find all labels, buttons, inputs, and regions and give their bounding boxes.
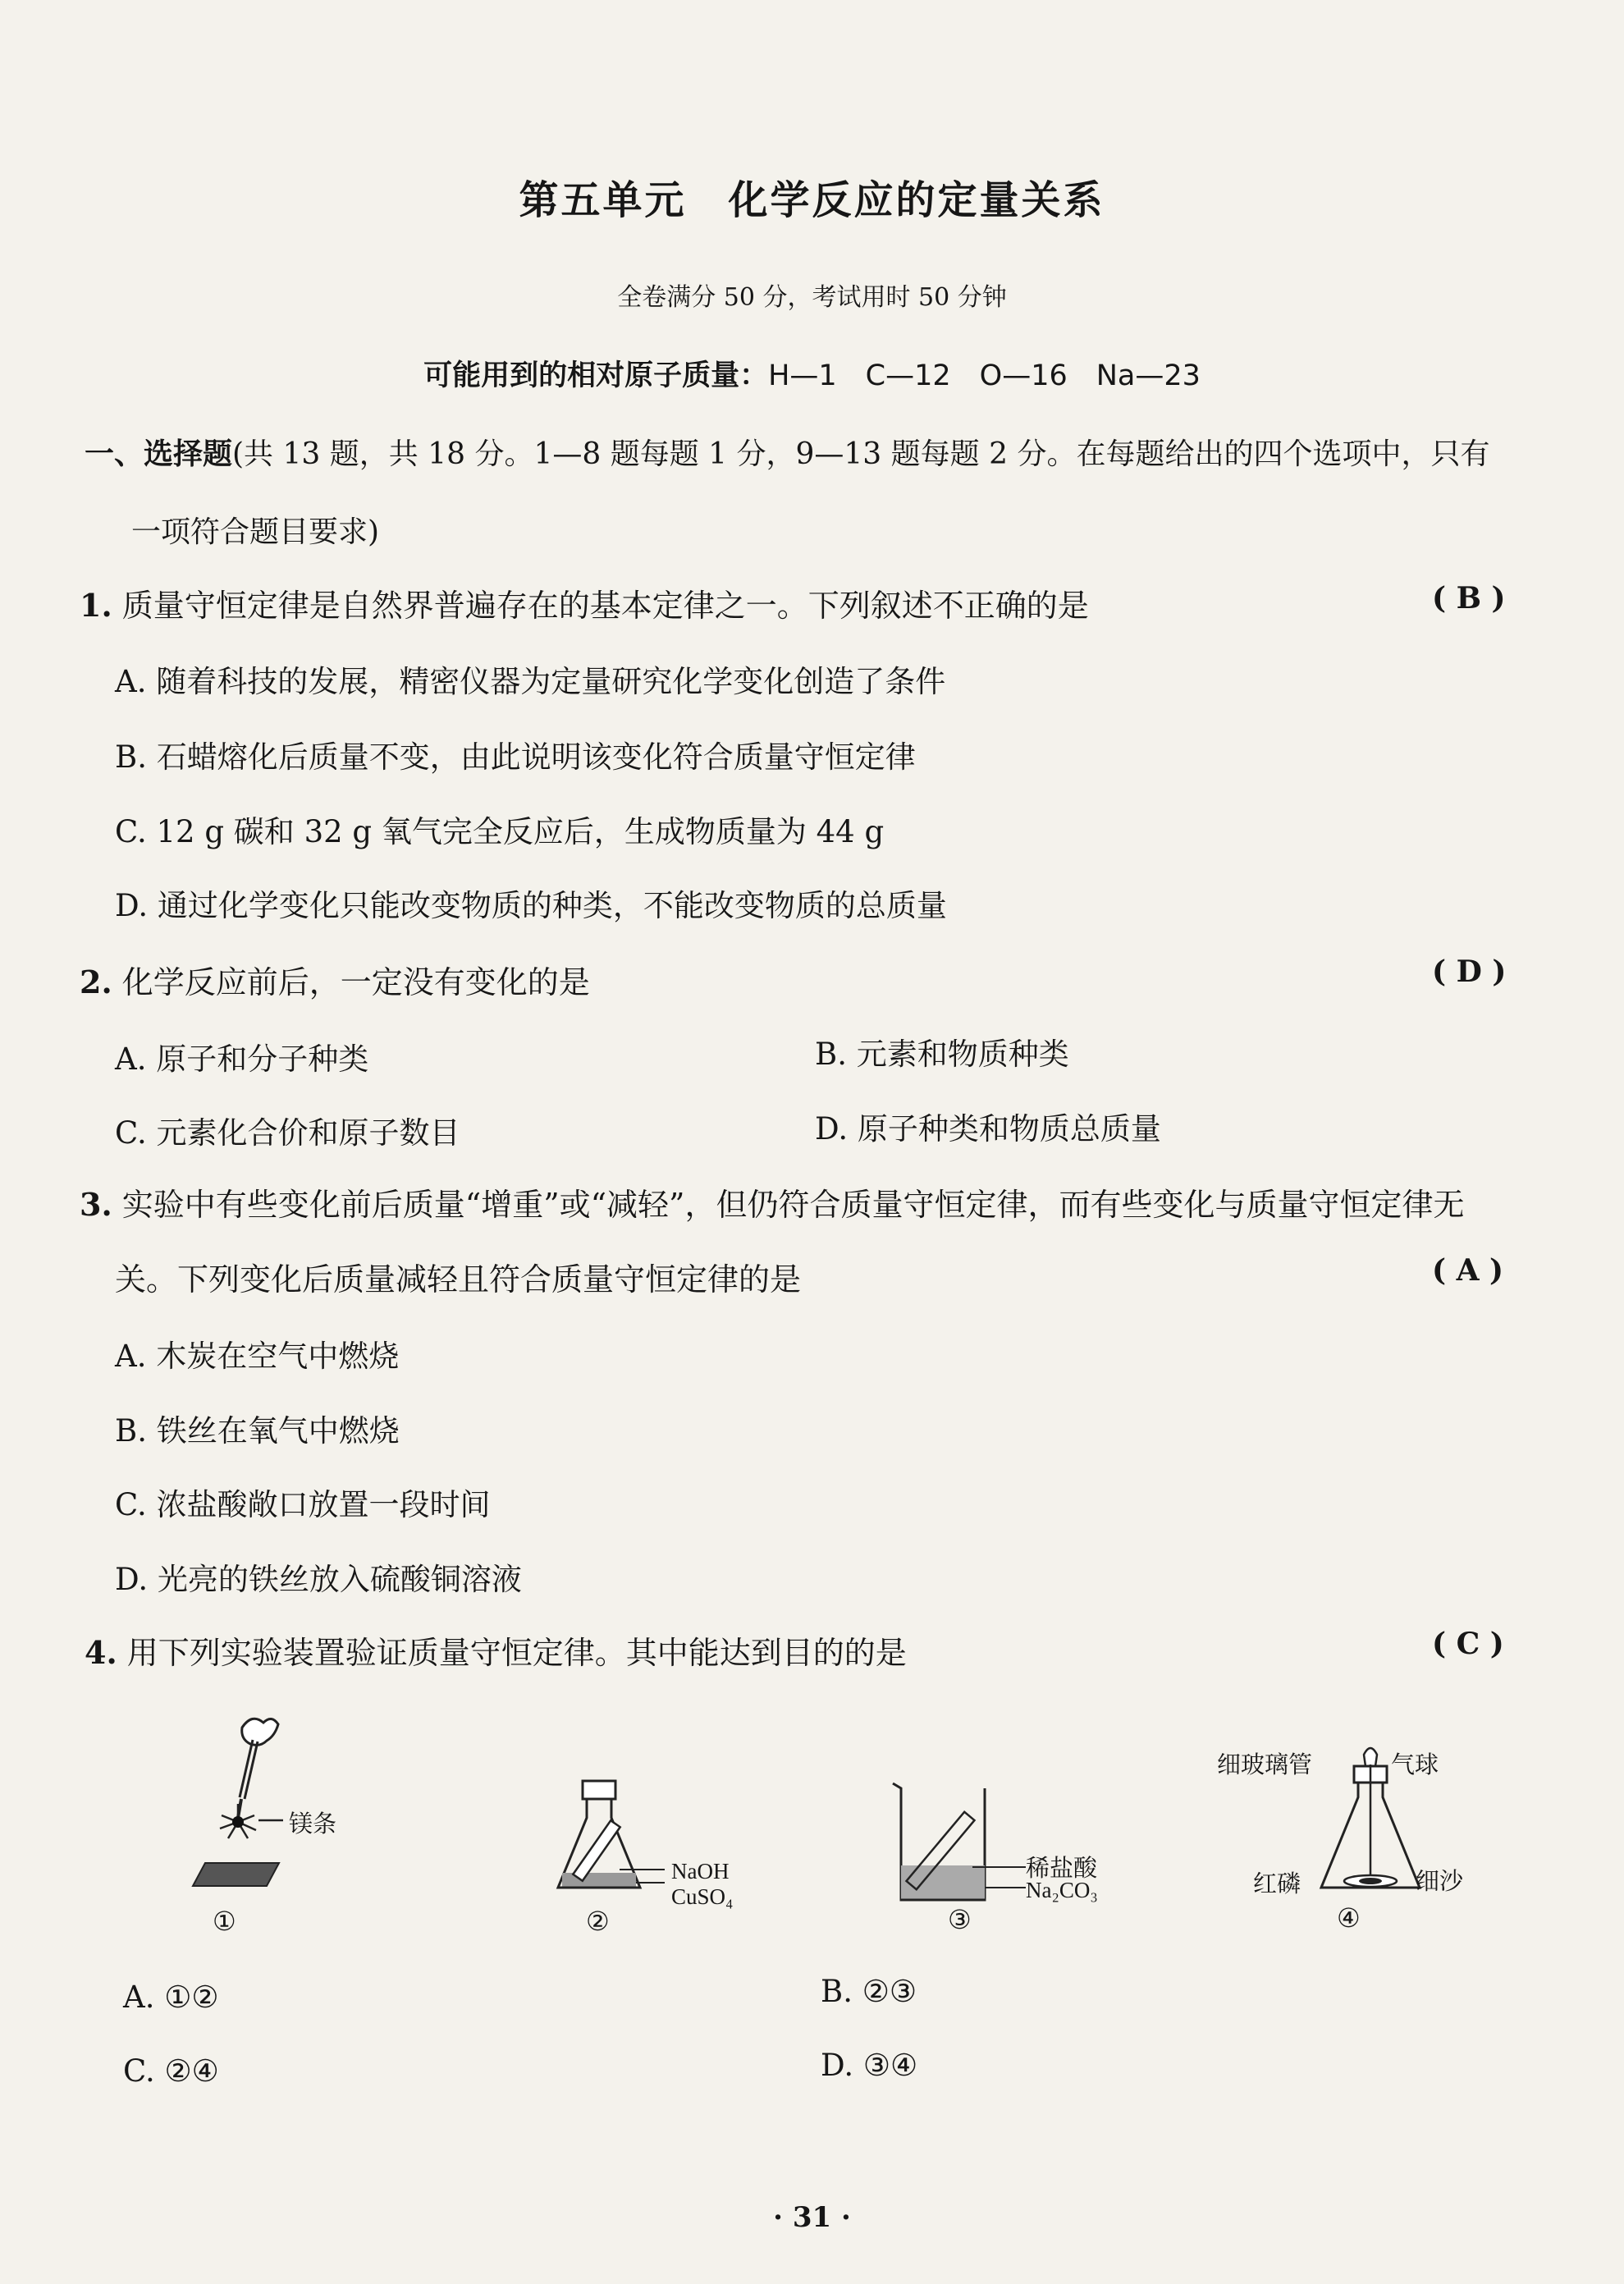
question-text: 质量守恒定律是自然界普遍存在的基本定律之一。下列叙述不正确的是 [121,588,1089,624]
figure-1-label-mg: 镁条 [289,1810,337,1838]
question-3-option-c: C. 浓盐酸敞口放置一段时间 [115,1487,491,1522]
question-1-answer: ( B ) [1432,581,1506,616]
figure-1-magnesium-diagram [189,1707,402,1896]
page-title: 第五单元 化学反应的定量关系 [519,177,1105,223]
figure-4-label-phosphorus: 红磷 [1253,1870,1301,1897]
figure-2-number: ② [586,1906,610,1937]
question-number: 4. [85,1634,117,1671]
question-number: 2. [80,963,112,1000]
question-number: 1. [80,587,112,624]
question-3-stem-line2: 关。下列变化后质量减轻且符合质量守恒定律的是 [115,1261,802,1298]
question-2-answer: ( D ) [1432,954,1507,989]
figure-4-label-balloon: 气球 [1391,1751,1439,1778]
question-2-option-b: B. 元素和物质种类 [815,1037,1069,1072]
exam-info: 全卷满分 50 分，考试用时 50 分钟 [617,283,1007,312]
question-4-option-a: A. ①② [123,1980,219,2015]
question-2-option-d: D. 原子种类和物质总质量 [815,1111,1161,1147]
figure-2-label-cuso4: CuSO₄ [671,1884,734,1909]
question-3-option-a: A. 木炭在空气中燃烧 [115,1339,400,1374]
section-note-line2: 一项符合题目要求) [131,515,380,549]
section-title: 一、选择题 [85,437,233,471]
question-number: 3. [80,1186,112,1223]
question-3-option-b: B. 铁丝在氧气中燃烧 [115,1413,400,1449]
question-4-option-b: B. ②③ [821,1974,917,2009]
question-3-stem-line1 [80,1179,1464,1224]
figure-4-label-tube: 细玻璃管 [1217,1751,1313,1778]
figure-2-flask-diagram [542,1773,665,1904]
question-2-stem [80,957,590,1002]
question-text: 用下列实验装置验证质量守恒定律。其中能达到目的的是 [126,1635,907,1671]
page-number: · 31 · [773,2201,851,2234]
question-1-option-c: C. 12 g 碳和 32 g 氧气完全反应后，生成物质量为 44 g [115,814,885,849]
question-3-option-d: D. 光亮的铁丝放入硫酸铜溶液 [115,1562,522,1597]
question-1-option-b: B. 石蜡熔化后质量不变，由此说明该变化符合质量守恒定律 [115,739,916,775]
figure-2-label-naoh: NaOH [671,1859,730,1883]
question-4-option-c: C. ②④ [123,2053,219,2089]
question-4-option-d: D. ③④ [821,2048,918,2083]
atomic-masses-values: H—1 C—12 O—16 Na—23 [768,359,1201,392]
figure-3-number: ③ [948,1904,972,1935]
figure-3-label-hcl: 稀盐酸 [1026,1854,1098,1882]
question-4-stem [85,1627,907,1673]
question-1-option-a: A. 随着科技的发展，精密仪器为定量研究化学变化创造了条件 [115,664,946,699]
question-1-option-d: D. 通过化学变化只能改变物质的种类，不能改变物质的总质量 [115,888,947,923]
atomic-masses-label: 可能用到的相对原子质量： [423,359,769,392]
section-note: (共 13 题，共 18 分。1—8 题每题 1 分，9—13 题每题 2 分。在每题给出的四个选项中，只有 [232,437,1490,471]
question-text: 实验中有些变化前后质量“增重”或“减轻”，但仍符合质量守恒定律，而有些变化与质量守恒定律无 [121,1187,1465,1223]
figure-4-label-sand: 细沙 [1416,1867,1464,1895]
question-1-stem [80,580,1089,625]
question-3-answer: ( A ) [1432,1253,1504,1288]
atomic-masses [0,353,1624,394]
question-4-answer: ( C ) [1432,1627,1504,1661]
figure-1-number: ① [213,1906,236,1937]
question-2-option-c: C. 元素化合价和原子数目 [115,1115,460,1151]
figure-4-number: ④ [1337,1902,1361,1934]
figure-3-label-na2co3: Na₂CO₃ [1026,1878,1098,1902]
question-text: 化学反应前后，一定没有变化的是 [121,964,590,1000]
question-2-option-a: A. 原子和分子种类 [115,1041,369,1077]
figure-3-beaker-diagram [886,1777,1034,1908]
section-heading [85,431,1489,473]
